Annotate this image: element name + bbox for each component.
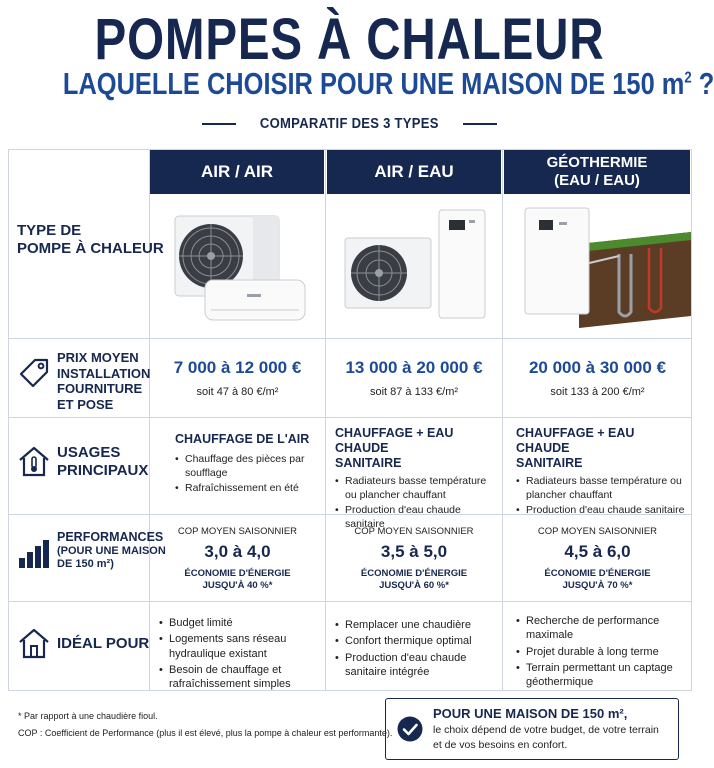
energy-saving-line: JUSQU'À 60 %* bbox=[379, 580, 449, 592]
usage-title: SANITAIRE bbox=[335, 456, 402, 470]
perf-cell-geothermie bbox=[503, 526, 692, 593]
energy-saving-line: JUSQU'À 40 %* bbox=[202, 580, 273, 592]
comparison-table bbox=[8, 149, 692, 691]
footnote: COP : Coefficient de Performance (plus il est élevé, plus la pompe à chaleur est performante). bbox=[18, 728, 393, 739]
usage-title: SANITAIRE bbox=[516, 456, 583, 470]
column-header-label: AIR / EAU bbox=[374, 161, 454, 181]
cop-value: 3,0 à 4,0 bbox=[204, 542, 271, 561]
air-eau-unit-illustration bbox=[341, 206, 489, 326]
row-label-line: POMPE À CHALEUR bbox=[17, 240, 164, 257]
price-per-m2: soit 133 à 200 €/m² bbox=[550, 386, 645, 398]
bar-chart-icon bbox=[17, 536, 51, 570]
row-label-usages bbox=[57, 444, 148, 480]
list-item: • Besoin de chauffage et rafraîchissement simples bbox=[159, 663, 319, 692]
air-air-unit-illustration bbox=[169, 208, 309, 326]
list-item: • Chauffage des pièces par soufflage bbox=[175, 453, 321, 480]
cop-value: 4,5 à 6,0 bbox=[564, 542, 631, 561]
perf-cell-air-eau bbox=[326, 526, 502, 593]
house-thermometer-icon bbox=[17, 444, 51, 478]
list-item: • Production d'eau chaude sanitaire bbox=[335, 504, 497, 531]
cop-label: COP MOYEN SAISONNIER bbox=[354, 526, 474, 537]
price-cell-geothermie bbox=[503, 358, 692, 398]
cop-label: COP MOYEN SAISONNIER bbox=[537, 526, 658, 537]
price-value: 7 000 à 12 000 € bbox=[173, 358, 302, 377]
row-label-line: IDÉAL POUR bbox=[57, 635, 150, 652]
divider-right bbox=[463, 123, 497, 125]
price-tag-icon bbox=[17, 356, 51, 390]
energy-saving bbox=[326, 568, 502, 593]
list-item: • Radiateurs basse température ou plancher chauffant bbox=[335, 475, 497, 502]
list-item: • Logements sans réseau hydraulique existant bbox=[159, 632, 319, 661]
column-header-geothermie bbox=[504, 150, 690, 194]
list-item: • Production d'eau chaude sanitaire bbox=[516, 504, 686, 518]
usage-cell-air-eau bbox=[335, 426, 497, 532]
row-label-line: ET POSE bbox=[57, 396, 114, 412]
energy-saving-line: ÉCONOMIE D'ÉNERGIE bbox=[544, 568, 651, 579]
list-item: • Radiateurs basse température ou plancher chauffant bbox=[516, 475, 686, 502]
row-label-line: PRIX MOYEN bbox=[57, 350, 139, 365]
cop-value: 3,5 à 5,0 bbox=[380, 542, 448, 561]
row-label-line: DE 150 m²) bbox=[57, 558, 114, 571]
column-header-label: GÉOTHERMIE bbox=[546, 154, 648, 171]
row-label-line: USAGES bbox=[57, 444, 121, 461]
row-label-price bbox=[57, 350, 150, 412]
page-title: POMPES À CHALEUR bbox=[94, 7, 605, 72]
price-per-m2: soit 47 à 80 €/m² bbox=[196, 386, 279, 398]
usage-list bbox=[335, 475, 497, 532]
footnotes bbox=[18, 708, 392, 742]
row-label-type bbox=[17, 222, 164, 258]
column-header-air-eau bbox=[327, 150, 501, 194]
compare-label: COMPARATIF DES 3 TYPES bbox=[260, 116, 439, 132]
cop-label: COP MOYEN SAISONNIER bbox=[177, 526, 298, 537]
price-cell-air-eau bbox=[326, 358, 502, 398]
energy-saving bbox=[150, 568, 325, 593]
row-label-line: PERFORMANCES bbox=[57, 530, 164, 544]
list-item: • Recherche de performance maximale bbox=[516, 614, 686, 643]
subtitle-text: LAQUELLE CHOISIR POUR UNE MAISON DE 150 m bbox=[62, 66, 685, 101]
conclusion-callout bbox=[385, 698, 679, 760]
callout-text bbox=[433, 706, 659, 751]
row-label-line: INSTALLATION bbox=[57, 365, 151, 381]
list-item: • Projet durable à long terme bbox=[516, 645, 686, 659]
perf-cell-air-air bbox=[150, 526, 325, 593]
callout-line: le choix dépend de votre budget, de votre terrain bbox=[433, 724, 659, 737]
list-item: • Budget limité bbox=[159, 616, 319, 630]
geothermie-unit-illustration bbox=[519, 204, 691, 328]
subtitle-superscript: 2 bbox=[684, 69, 692, 87]
check-circle-icon bbox=[397, 716, 423, 742]
ideal-list bbox=[335, 618, 497, 679]
compare-heading bbox=[0, 114, 699, 134]
row-divider bbox=[9, 338, 691, 339]
ideal-list bbox=[159, 616, 319, 691]
price-per-m2: soit 87 à 133 €/m² bbox=[369, 386, 459, 398]
row-divider bbox=[9, 601, 691, 602]
list-item: • Rafraîchissement en été bbox=[175, 482, 321, 496]
footnote: * Par rapport à une chaudière fioul. bbox=[18, 711, 158, 721]
price-value: 20 000 à 30 000 € bbox=[528, 358, 667, 377]
column-header-air-air bbox=[150, 150, 324, 194]
callout-title: POUR UNE MAISON DE 150 m², bbox=[433, 706, 628, 722]
usage-title: CHAUFFAGE + EAU CHAUDE bbox=[335, 426, 454, 455]
energy-saving-line: ÉCONOMIE D'ÉNERGIE bbox=[184, 568, 291, 579]
row-label-line: TYPE DE bbox=[17, 222, 82, 239]
list-item: • Remplacer une chaudière bbox=[335, 618, 497, 632]
list-item: • Production d'eau chaude sanitaire intégrée bbox=[335, 651, 497, 680]
column-divider bbox=[502, 150, 503, 690]
price-cell-air-air bbox=[150, 358, 325, 398]
usage-cell-geothermie bbox=[516, 426, 686, 518]
price-value: 13 000 à 20 000 € bbox=[345, 358, 483, 377]
row-divider bbox=[9, 417, 691, 418]
ideal-list bbox=[516, 614, 686, 689]
energy-saving bbox=[503, 568, 692, 593]
usage-title: CHAUFFAGE DE L'AIR bbox=[175, 432, 310, 446]
subtitle-question: ? bbox=[691, 66, 714, 101]
usage-title: CHAUFFAGE + EAU CHAUDE bbox=[516, 426, 635, 455]
energy-saving-line: JUSQU'À 70 %* bbox=[562, 580, 633, 592]
ideal-cell-air-eau bbox=[335, 616, 497, 679]
row-label-ideal bbox=[57, 635, 149, 653]
row-label-line: FOURNITURE bbox=[57, 381, 143, 397]
usage-list bbox=[175, 453, 321, 496]
energy-saving-line: ÉCONOMIE D'ÉNERGIE bbox=[360, 568, 468, 579]
list-item: • Confort thermique optimal bbox=[335, 634, 497, 648]
column-header-label: AIR / AIR bbox=[200, 161, 274, 181]
house-outline-icon bbox=[17, 626, 51, 660]
column-header-sublabel: (EAU / EAU) bbox=[554, 172, 640, 189]
divider-left bbox=[202, 123, 236, 125]
row-label-line: (POUR UNE MAISON bbox=[57, 545, 166, 557]
column-divider bbox=[325, 150, 326, 690]
usage-list bbox=[516, 475, 686, 518]
row-label-line: PRINCIPAUX bbox=[57, 462, 149, 479]
callout-line: et de vos besoins en confort. bbox=[433, 738, 568, 751]
list-item: • Terrain permettant un captage géothermique bbox=[516, 661, 686, 690]
usage-cell-air-air bbox=[175, 432, 321, 496]
callout-body bbox=[433, 723, 659, 751]
ideal-cell-geothermie bbox=[516, 612, 686, 689]
ideal-cell-air-air bbox=[159, 614, 319, 691]
page-subtitle bbox=[62, 66, 714, 102]
